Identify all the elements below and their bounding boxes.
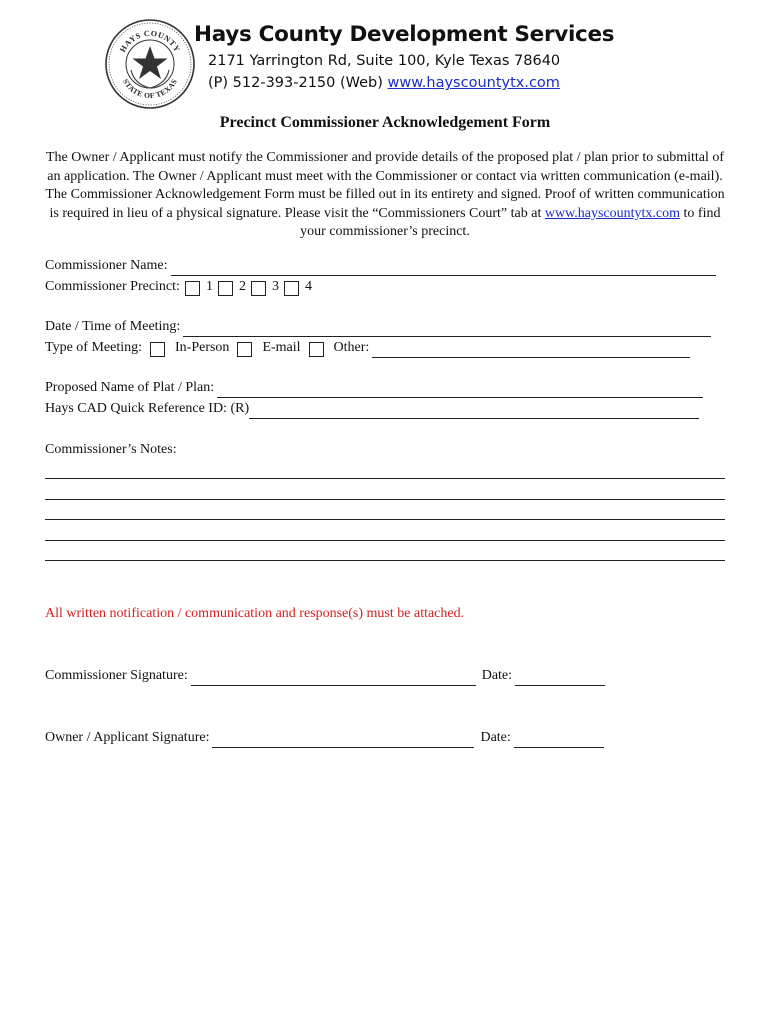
precinct-1-checkbox[interactable]	[185, 281, 200, 296]
commissioner-name-row	[45, 256, 716, 276]
precinct-2-checkbox[interactable]	[218, 281, 233, 296]
notes-line[interactable]	[45, 519, 725, 520]
intro-text-end: to find your commissioner’s precinct.	[300, 205, 721, 240]
owner-signature-row	[45, 728, 604, 748]
in-person-label: In-Person	[175, 340, 230, 355]
meeting-type-row	[45, 338, 690, 358]
org-name: Hays County Development Services	[194, 22, 615, 47]
notes-label: Commissioner’s Notes:	[45, 442, 177, 457]
form-title: Precinct Commissioner Acknowledgement Form	[219, 114, 551, 131]
notes-line[interactable]	[45, 478, 725, 479]
owner-date-label: Date:	[480, 730, 511, 745]
commissioner-date-label: Date:	[481, 668, 513, 683]
other-checkbox[interactable]	[309, 342, 324, 357]
commissioner-signature-label: Commissioner Signature:	[45, 668, 188, 683]
meeting-datetime-field[interactable]	[183, 321, 711, 337]
plat-name-label: Proposed Name of Plat / Plan:	[45, 380, 215, 395]
hays-cad-label: Hays CAD Quick Reference ID: (R)	[45, 401, 250, 416]
in-person-checkbox[interactable]	[150, 342, 165, 357]
precinct-2-label: 2	[238, 279, 246, 294]
notes-label-row	[45, 440, 177, 460]
meeting-datetime-row	[45, 317, 711, 337]
precinct-4-checkbox[interactable]	[284, 281, 299, 296]
phone-web-label: (P) 512-393-2150 (Web)	[208, 75, 388, 91]
other-field[interactable]	[372, 342, 690, 358]
notes-line[interactable]	[45, 540, 725, 541]
hays-cad-field[interactable]	[249, 403, 699, 419]
commissioner-name-label: Commissioner Name:	[45, 258, 168, 273]
svg-text:STATE OF TEXAS: STATE OF TEXAS	[120, 77, 180, 101]
org-contact	[208, 72, 614, 94]
commissioner-signature-field[interactable]	[191, 670, 476, 686]
intro-paragraph	[44, 149, 726, 242]
svg-text:HAYS COUNTY: HAYS COUNTY	[118, 28, 182, 54]
commissioner-precinct-row	[45, 277, 312, 297]
hays-county-seal	[104, 18, 196, 110]
commissioner-name-field[interactable]	[171, 260, 716, 276]
owner-signature-field[interactable]	[212, 732, 474, 748]
attachment-notice: All written notification / communication and response(s) must be attached.	[45, 606, 465, 621]
notes-line[interactable]	[45, 560, 725, 561]
precinct-4-label: 4	[304, 279, 312, 294]
other-label: Other:	[333, 340, 370, 355]
meeting-type-label: Type of Meeting:	[45, 340, 142, 355]
plat-name-field[interactable]	[217, 382, 703, 398]
commissioner-date-field[interactable]	[515, 670, 605, 686]
intro-text: The Owner / Applicant must notify the Commissioner and provide details of the proposed plat / plan prior to submittal of an application. The Owner / Applicant must meet with the Commissioner or contact via written communication (e-mail). The Commissioner Acknowledgement Form must be filled out in its entirety and signed. Proof of written communication is required in lieu of a physical signature. Please visit the “Commissioners Court” tab at	[45, 150, 725, 221]
notes-line[interactable]	[45, 499, 725, 500]
plat-name-row	[45, 378, 703, 398]
commissioner-signature-row	[45, 666, 605, 686]
email-checkbox[interactable]	[237, 342, 252, 357]
owner-signature-label: Owner / Applicant Signature:	[45, 730, 210, 745]
intro-website-link[interactable]: www.hayscountytx.com	[544, 205, 681, 221]
letterhead	[194, 20, 614, 94]
org-address: 2171 Yarrington Rd, Suite 100, Kyle Texas 78640	[208, 53, 561, 69]
precinct-1-label: 1	[205, 279, 213, 294]
commissioner-precinct-label: Commissioner Precinct:	[45, 279, 180, 294]
website-link[interactable]: www.hayscountytx.com	[387, 75, 560, 91]
hays-cad-row	[45, 399, 699, 419]
meeting-datetime-label: Date / Time of Meeting:	[45, 319, 181, 334]
precinct-3-checkbox[interactable]	[251, 281, 266, 296]
precinct-3-label: 3	[271, 279, 279, 294]
email-label: E-mail	[262, 340, 301, 355]
owner-date-field[interactable]	[514, 732, 604, 748]
